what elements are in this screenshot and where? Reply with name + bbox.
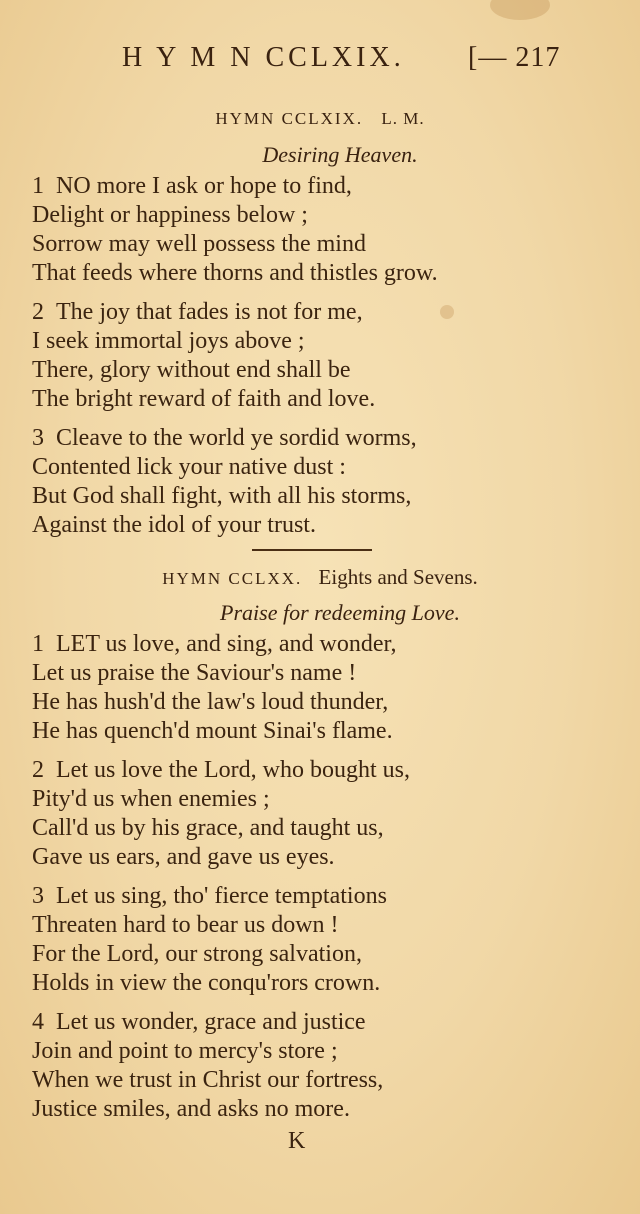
hymn-number: HYMN CCLXX. [162, 569, 303, 588]
verse-line [32, 172, 640, 201]
verse-line [32, 1008, 640, 1037]
stanza-number: 3 [32, 425, 44, 451]
verse-text: The joy that fades is not for me, [56, 299, 363, 325]
verse-line: Join and point to mercy's store ; [32, 1038, 338, 1064]
verse-line: Delight or happiness below ; [32, 202, 308, 228]
page-number: [— 217 [468, 42, 561, 73]
stanza-number: 4 [32, 1009, 44, 1035]
verse-text: LET us love, and sing, and wonder, [56, 631, 397, 657]
paper-stain [490, 0, 550, 20]
verse-line [32, 630, 640, 659]
verse-line: That feeds where thorns and thistles grow. [32, 260, 438, 286]
stanza-number: 1 [32, 631, 44, 657]
hymn-meter: L. M. [381, 109, 425, 128]
section-divider [252, 549, 372, 551]
verse-line: Call'd us by his grace, and taught us, [32, 815, 384, 841]
verse-text: Let us sing, tho' fierce temptations [56, 883, 387, 909]
stanza-number: 2 [32, 757, 44, 783]
verse-text: Let us love the Lord, who bought us, [56, 757, 410, 783]
running-head [0, 38, 640, 78]
verse-text: Cleave to the world ye sordid worms, [56, 425, 417, 451]
stanza [32, 630, 640, 746]
stanza-number: 3 [32, 883, 44, 909]
stanza-number: 1 [32, 173, 44, 199]
stanza [32, 298, 640, 414]
verse-line: He has quench'd mount Sinai's flame. [32, 718, 393, 744]
catchword: K [288, 1128, 306, 1154]
running-head-title: H Y M N CCLXIX. [122, 42, 405, 73]
verse-line: The bright reward of faith and love. [32, 386, 376, 412]
verse-line: He has hush'd the law's loud thunder, [32, 689, 389, 715]
stanza [32, 424, 640, 540]
verse-line: There, glory without end shall be [32, 357, 351, 383]
verse-line: Let us praise the Saviour's name ! [32, 660, 357, 686]
verse-line [32, 882, 640, 911]
hymn-subtitle: Praise for redeeming Love. [220, 600, 460, 625]
hymn-subtitle: Desiring Heaven. [262, 142, 418, 167]
stanza [32, 882, 640, 998]
verse-line [32, 298, 640, 327]
stanza [32, 756, 640, 872]
verse-line: For the Lord, our strong salvation, [32, 941, 362, 967]
hymn-heading [0, 106, 640, 132]
verse-line: Gave us ears, and gave us eyes. [32, 844, 335, 870]
hymn-number: HYMN CCLXIX. [215, 109, 364, 128]
verse-line: Contented lick your native dust : [32, 454, 346, 480]
hymn-meter: Eights and Sevens. [318, 565, 478, 589]
verse-line [32, 756, 640, 785]
verse-line: Pity'd us when enemies ; [32, 786, 270, 812]
verse-line: Against the idol of your trust. [32, 512, 316, 538]
hymn-270 [0, 564, 640, 1124]
verse-line: Holds in view the conqu'rors crown. [32, 970, 381, 996]
verse-line [32, 424, 640, 453]
stanza [32, 1008, 640, 1124]
verse-line: Sorrow may well possess the mind [32, 231, 366, 257]
stanza [32, 172, 640, 288]
verse-text: NO more I ask or hope to find, [56, 173, 352, 199]
hymn-heading [0, 564, 640, 590]
verse-line: I seek immortal joys above ; [32, 328, 305, 354]
hymn-269 [0, 106, 640, 540]
verse-line: But God shall fight, with all his storms, [32, 483, 412, 509]
verse-line: Justice smiles, and asks no more. [32, 1096, 350, 1122]
verse-line: Threaten hard to bear us down ! [32, 912, 339, 938]
verse-text: Let us wonder, grace and justice [56, 1009, 366, 1035]
verse-line: When we trust in Christ our fortress, [32, 1067, 384, 1093]
stanza-number: 2 [32, 299, 44, 325]
